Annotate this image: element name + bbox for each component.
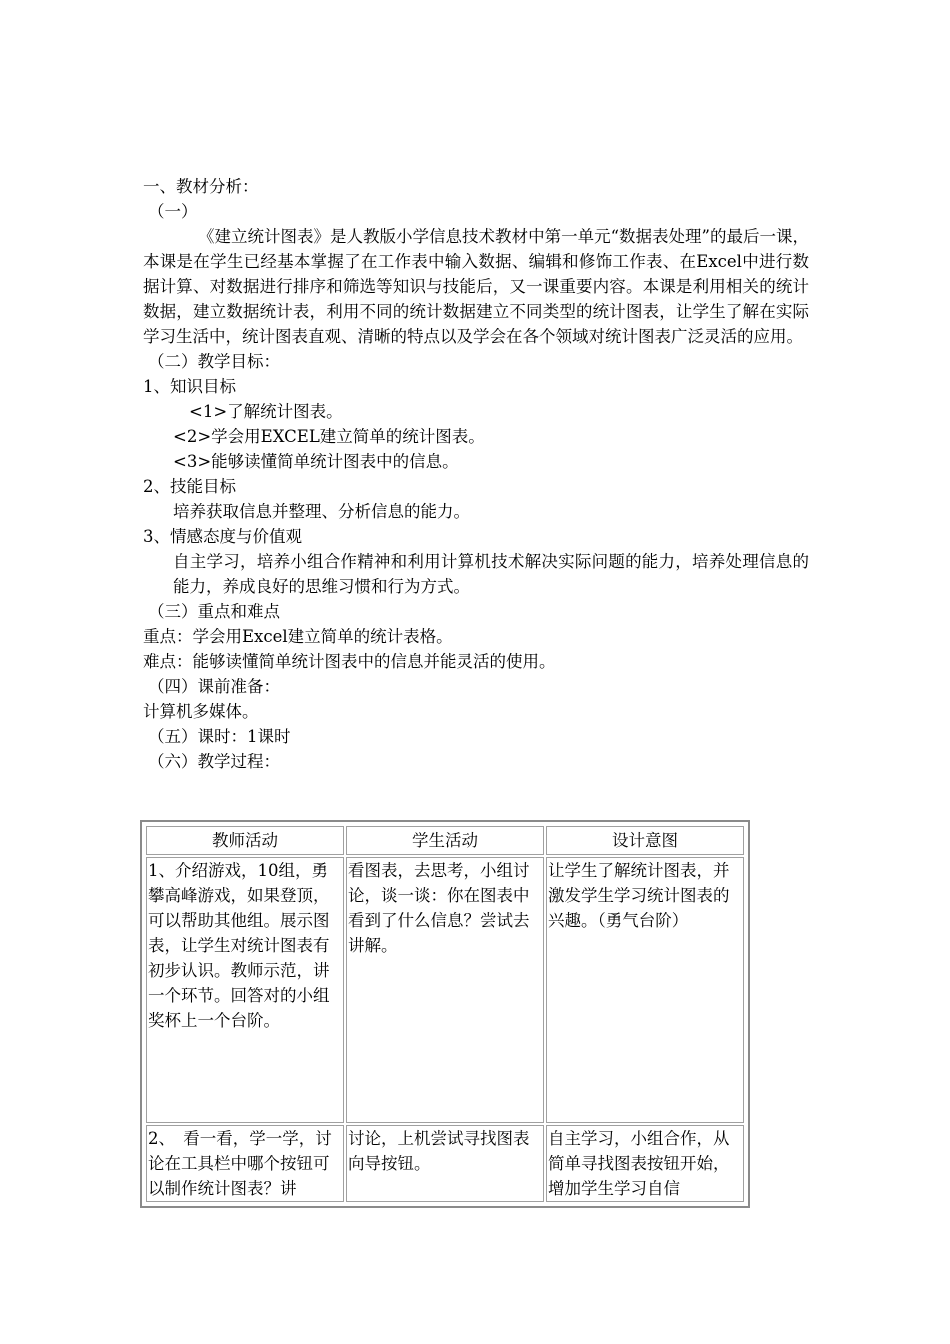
table-row bbox=[146, 1125, 744, 1202]
subsection-one: （一） bbox=[148, 202, 198, 221]
header-teacher-activity: 教师活动 bbox=[146, 826, 344, 855]
cell-text: 讨论，上机尝试寻找图表向导按钮。 bbox=[348, 1129, 530, 1173]
skill-goal-text: 培养获取信息并整理、分析信息的能力。 bbox=[173, 502, 470, 521]
cell-text: 自主学习，小组合作，从简单寻找图表按钮开始，增加学生学习自信 bbox=[548, 1129, 730, 1198]
teaching-process-grid bbox=[144, 824, 746, 1204]
subsection-key-points: （三）重点和难点 bbox=[148, 602, 280, 621]
header-design-intent: 设计意图 bbox=[546, 826, 744, 855]
knowledge-goal-2: <2>学会用EXCEL建立简单的统计图表。 bbox=[173, 427, 485, 446]
skill-goal-heading: 2、技能目标 bbox=[143, 477, 236, 496]
subsection-goals: （二）教学目标： bbox=[148, 352, 280, 371]
cell-text: 看图表，去思考，小组讨论，谈一谈：你在图表中看到了什么信息？尝试去讲解。 bbox=[348, 861, 530, 955]
knowledge-goal-3: <3>能够读懂简单统计图表中的信息。 bbox=[173, 452, 459, 471]
table-cell bbox=[546, 857, 744, 1123]
cell-text: 1、介绍游戏，10组，勇攀高峰游戏，如果登顶，可以帮助其他组。展示图表，让学生对统计图表有初步认识。教师示范，讲一个环节。回答对的小组奖杯上一个台阶。 bbox=[148, 861, 330, 1030]
teaching-process-table bbox=[140, 820, 750, 1208]
section-heading-analysis: 一、教材分析： bbox=[143, 177, 259, 196]
table-cell bbox=[346, 1125, 544, 1202]
document-body bbox=[143, 174, 809, 774]
analysis-paragraph: 《建立统计图表》是人教版小学信息技术教材中第一单元“数据表处理”的最后一课，本课是在学生已经基本掌握了在工作表中输入数据、编辑和修饰工作表、在Excel中进行数据计算、对数据进行排序和筛选等知识与技能后，又一课重要内容。本课是利用相关的统计数据，建立数据统计表，利用不同的统计数据建立不同类型的统计图表，让学生了解在实际学习生活中，统计图表直观、清晰的特点以及学会在各个领域对统计图表广泛灵活的应用。 bbox=[143, 227, 809, 346]
table-cell bbox=[546, 1125, 744, 1202]
subsection-hours: （五）课时：1课时 bbox=[148, 727, 291, 746]
table-cell bbox=[146, 857, 344, 1123]
table-row bbox=[146, 857, 744, 1123]
table-cell bbox=[146, 1125, 344, 1202]
table-cell bbox=[346, 857, 544, 1123]
difficult-point: 难点：能够读懂简单统计图表中的信息并能灵活的使用。 bbox=[143, 652, 556, 671]
knowledge-goal-heading: 1、知识目标 bbox=[143, 377, 236, 396]
cell-text: 2、 看一看，学一学，讨论在工具栏中哪个按钮可以制作统计图表？讲 bbox=[148, 1129, 332, 1198]
attitude-goal-text: 自主学习，培养小组合作精神和利用计算机技术解决实际问题的能力，培养处理信息的能力，养成良好的思维习惯和行为方式。 bbox=[173, 552, 809, 596]
subsection-preparation: （四）课前准备： bbox=[148, 677, 280, 696]
attitude-goal-heading: 3、情感态度与价值观 bbox=[143, 527, 302, 546]
subsection-process: （六）教学过程： bbox=[148, 752, 280, 771]
cell-text: 让学生了解统计图表，并激发学生学习统计图表的兴趣。（勇气台阶） bbox=[548, 861, 730, 930]
table-header-row bbox=[146, 826, 744, 855]
preparation-text: 计算机多媒体。 bbox=[143, 702, 259, 721]
key-point: 重点：学会用Excel建立简单的统计表格。 bbox=[143, 627, 453, 646]
knowledge-goal-1: <1>了解统计图表。 bbox=[189, 402, 343, 421]
header-student-activity: 学生活动 bbox=[346, 826, 544, 855]
